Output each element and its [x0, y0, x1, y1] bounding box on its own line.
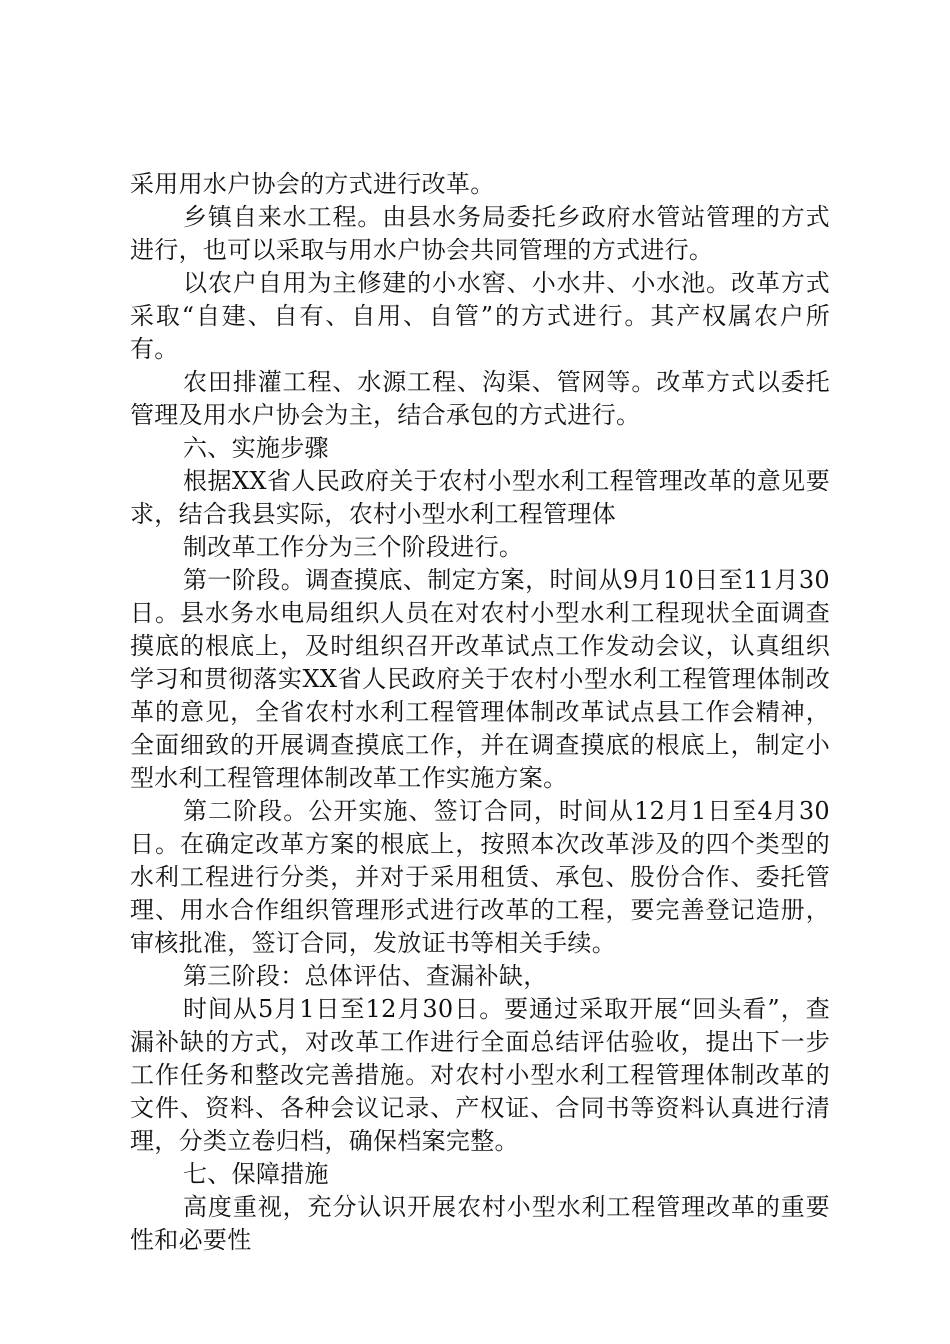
paragraph: 根据XX省人民政府关于农村小型水利工程管理改革的意见要求，结合我县实际，农村小型水利工程管理体 [130, 467, 830, 528]
paragraph: 乡镇自来水工程。由县水务局委托乡政府水管站管理的方式进行，也可以采取与用水户协会共同管理的方式进行。 [130, 203, 830, 264]
paragraph: 农田排灌工程、水源工程、沟渠、管网等。改革方式以委托管理及用水户协会为主，结合承包的方式进行。 [130, 368, 830, 429]
paragraph: 第一阶段。调查摸底、制定方案，时间从9月10日至11月30日。县水务水电局组织人员在对农村小型水利工程现状全面调查摸底的根底上，及时组织召开改革试点工作发动会议，认真组织学习和贯彻落实XX省人民政府关于农村小型水利工程管理体制改革的意见，全省农村水利工程管理体制改革试点县工作会精神，全面细致的开展调查摸底工作，并在调查摸底的根底上，制定小型水利工程管理体制改革工作实施方案。 [130, 566, 830, 792]
document-page [130, 168, 830, 1257]
paragraph: 以农户自用为主修建的小水窖、小水井、小水池。改革方式采取“自建、自有、自用、自管”的方式进行。其产权属农户所有。 [130, 269, 830, 363]
paragraph: 第三阶段：总体评估、查漏补缺， [183, 962, 548, 990]
paragraph: 制改革工作分为三个阶段进行。 [183, 533, 524, 561]
paragraph: 时间从5月1日至12月30日。要通过采取开展“回头看”，查漏补缺的方式，对改革工作进行全面总结评估验收，提出下一步工作任务和整改完善措施。对农村小型水利工程管理体制改革的文件、资料、各种会议记录、产权证、合同书等资料认真进行清理，分类立卷归档，确保档案完整。 [130, 995, 830, 1155]
section-heading: 六、实施步骤 [183, 434, 329, 462]
paragraph: 高度重视，充分认识开展农村小型水利工程管理改革的重要性和必要性 [130, 1193, 830, 1254]
paragraph: 第二阶段。公开实施、签订合同，时间从12月1日至4月30日。在确定改革方案的根底上，按照本次改革涉及的四个类型的水利工程进行分类，并对于采用租赁、承包、股份合作、委托管理、用水合作组织管理形式进行改革的工程，要完善登记造册，审核批准，签订合同，发放证书等相关手续。 [130, 797, 830, 957]
paragraph: 采用用水户协会的方式进行改革。 [130, 170, 495, 198]
section-heading: 七、保障措施 [183, 1160, 329, 1188]
